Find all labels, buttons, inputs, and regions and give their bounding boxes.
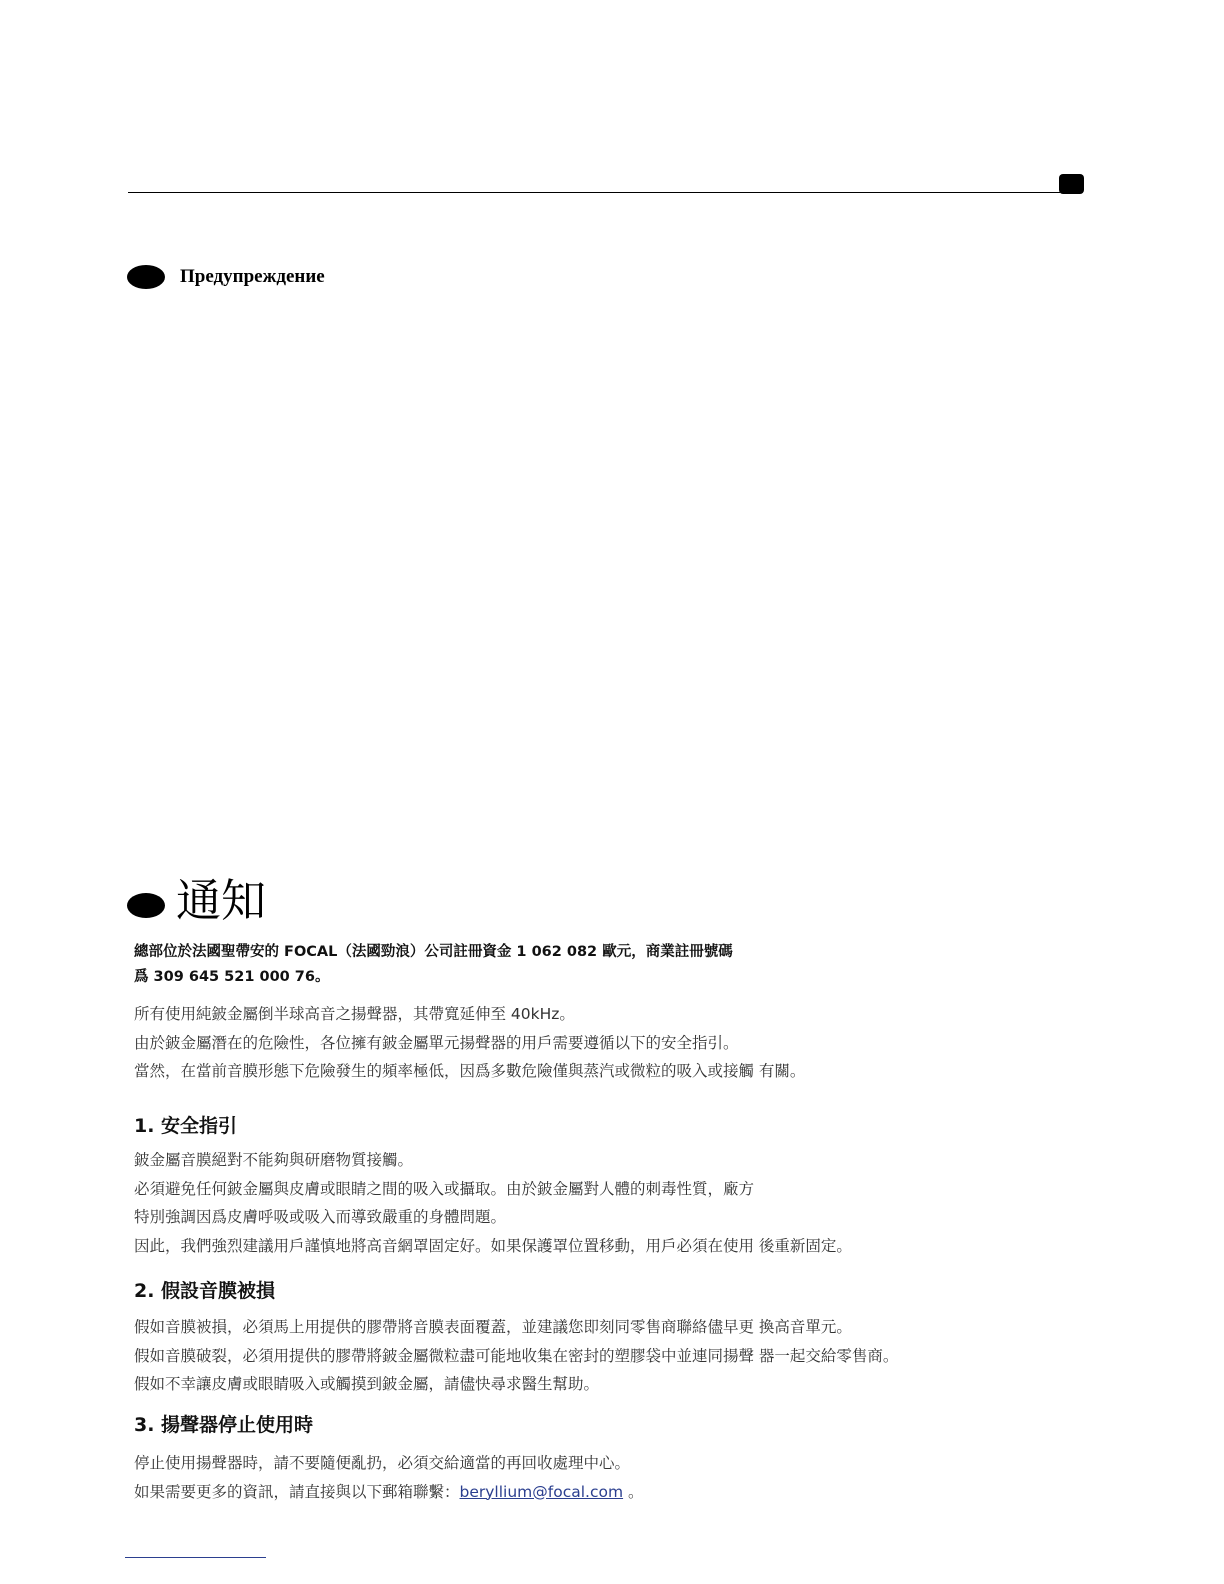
russian-bullet-icon xyxy=(127,265,165,289)
company-line: 爲 309 645 521 000 76。 xyxy=(134,969,330,985)
section-1-title: 1. 安全指引 xyxy=(134,1115,238,1137)
section-2-line: 假如音膜被損，必須馬上用提供的膠帶將音膜表面覆蓋，並建議您即刻同零售商聯絡儘早更 換高音單元。 xyxy=(134,1318,852,1336)
intro-paragraph xyxy=(134,1000,805,1086)
section-2-line: 假如音膜破裂，必須用提供的膠帶將鈹金屬微粒盡可能地收集在密封的塑膠袋中並連同揚聲 器一起交給零售商。 xyxy=(134,1346,899,1365)
section-1-line: 特別強調因爲皮膚呼吸或吸入而導致嚴重的身體問題。 xyxy=(134,1208,507,1226)
section-1-line: 因此，我們強烈建議用戶謹慎地將高音網罩固定好。如果保護罩位置移動，用戶必須在使用 後重新固定。 xyxy=(134,1236,852,1255)
intro-line: 當然，在當前音膜形態下危險發生的頻率極低，因爲多數危險僅與蒸汽或微粒的吸入或接觸 有關。 xyxy=(134,1062,806,1080)
contact-suffix: 。 xyxy=(623,1482,644,1501)
contact-prefix: 如果需要更多的資訊，請直接與以下郵箱聯繫： xyxy=(134,1482,460,1501)
section-2-body xyxy=(134,1313,898,1399)
contact-line xyxy=(134,1478,644,1507)
section-2-line: 假如不幸讓皮膚或眼睛吸入或觸摸到鈹金屬，請儘快尋求醫生幫助。 xyxy=(134,1375,600,1393)
section-3-title: 3. 揚聲器停止使用時 xyxy=(134,1414,314,1436)
section-3-body xyxy=(134,1449,644,1506)
section-1-line: 必須避免任何鈹金屬與皮膚或眼睛之間的吸入或攝取。由於鈹金屬對人體的刺毒性質，廠方 xyxy=(134,1179,755,1198)
header-rule xyxy=(128,192,1060,193)
section-1-line: 鈹金屬音膜絕對不能夠與研磨物質接觸。 xyxy=(134,1151,414,1169)
footnote-rule xyxy=(125,1557,266,1558)
russian-warning-heading: Предупреждение xyxy=(180,266,325,287)
notice-title: 通知 xyxy=(176,874,267,927)
section-3-line: 停止使用揚聲器時，請不要隨便亂扔，必須交給適當的再回收處理中心。 xyxy=(134,1454,631,1472)
company-line: 總部位於法國聖帶安的 FOCAL（法國勁浪）公司註冊資金 1 062 082 歐元，商業註冊號碼 xyxy=(134,944,733,960)
intro-line: 所有使用純鈹金屬倒半球高音之揚聲器，其帶寬延伸至 40kHz。 xyxy=(134,1005,575,1023)
notice-bullet-icon xyxy=(127,893,165,918)
contact-email-link[interactable]: beryllium@focal.com xyxy=(459,1482,624,1501)
section-2-title: 2. 假設音膜被損 xyxy=(134,1280,276,1302)
page-tab-marker xyxy=(1059,174,1084,194)
intro-line: 由於鈹金屬潛在的危險性，各位擁有鈹金屬單元揚聲器的用戶需要遵循以下的安全指引。 xyxy=(134,1033,739,1052)
company-info xyxy=(134,940,834,990)
section-1-body xyxy=(134,1146,852,1260)
